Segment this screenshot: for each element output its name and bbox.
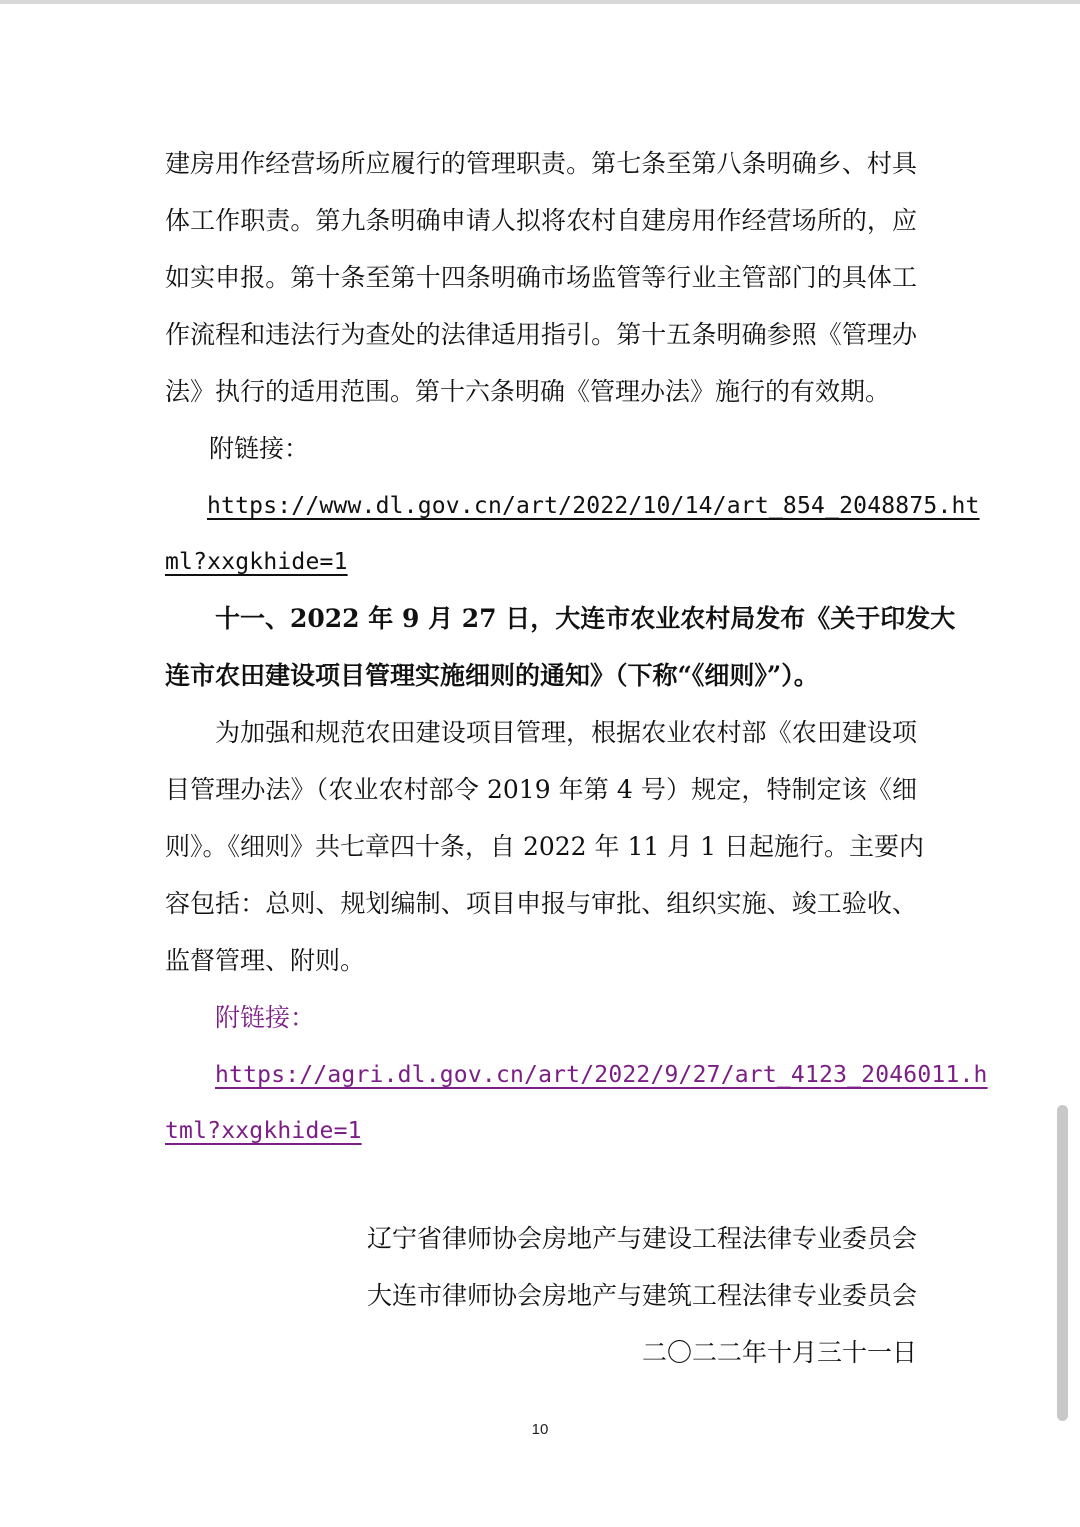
- link-url-1-continued[interactable]: ml?xxgkhide=1: [165, 549, 348, 575]
- paragraph-line: 法》执行的适用范围。第十六条明确《管理办法》施行的有效期。: [165, 377, 891, 406]
- paragraph-line: 为加强和规范农田建设项目管理，根据农业农村部《农田建设项: [215, 718, 917, 747]
- section-heading-continued: 连市农田建设项目管理实施细则的通知》（下称“《细则》”）。: [165, 661, 819, 690]
- paragraph-line: 体工作职责。第九条明确申请人拟将农村自建房用作经营场所的，应: [165, 206, 917, 235]
- signature-org-2: 大连市律师协会房地产与建筑工程法律专业委员会: [366, 1281, 917, 1310]
- link-url-2[interactable]: https://agri.dl.gov.cn/art/2022/9/27/art_4123_2046011.h: [215, 1062, 988, 1088]
- link-url-2-continued[interactable]: tml?xxgkhide=1: [165, 1118, 362, 1144]
- link-label: 附链接：: [209, 434, 310, 463]
- signature-org-1: 辽宁省律师协会房地产与建设工程法律专业委员会: [366, 1224, 917, 1253]
- paragraph-line: 监督管理、附则。: [165, 946, 366, 975]
- top-border: [0, 0, 1080, 4]
- link-url-1[interactable]: https://www.dl.gov.cn/art/2022/10/14/art_854_2048875.ht: [207, 493, 980, 519]
- link-label: 附链接：: [215, 1003, 316, 1032]
- paragraph-line: 目管理办法》（农业农村部令 2019 年第 4 号）规定，特制定该《细: [165, 775, 917, 804]
- paragraph-line: 则》。《细则》共七章四十条，自 2022 年 11 月 1 日起施行。主要内: [165, 832, 925, 861]
- section-heading: 十一、2022 年 9 月 27 日，大连市农业农村局发布《关于印发大: [215, 604, 956, 633]
- paragraph-line: 作流程和违法行为查处的法律适用指引。第十五条明确参照《管理办: [165, 320, 917, 349]
- scrollbar-thumb[interactable]: [1057, 1105, 1068, 1421]
- paragraph-line: 容包括：总则、规划编制、项目申报与审批、组织实施、竣工验收、: [165, 889, 917, 918]
- signature-date: 二〇二二年十月三十一日: [641, 1338, 917, 1367]
- paragraph-line: 建房用作经营场所应履行的管理职责。第七条至第八条明确乡、村具: [165, 149, 917, 178]
- page-number: 10: [531, 1421, 549, 1438]
- paragraph-line: 如实申报。第十条至第十四条明确市场监管等行业主管部门的具体工: [165, 263, 917, 292]
